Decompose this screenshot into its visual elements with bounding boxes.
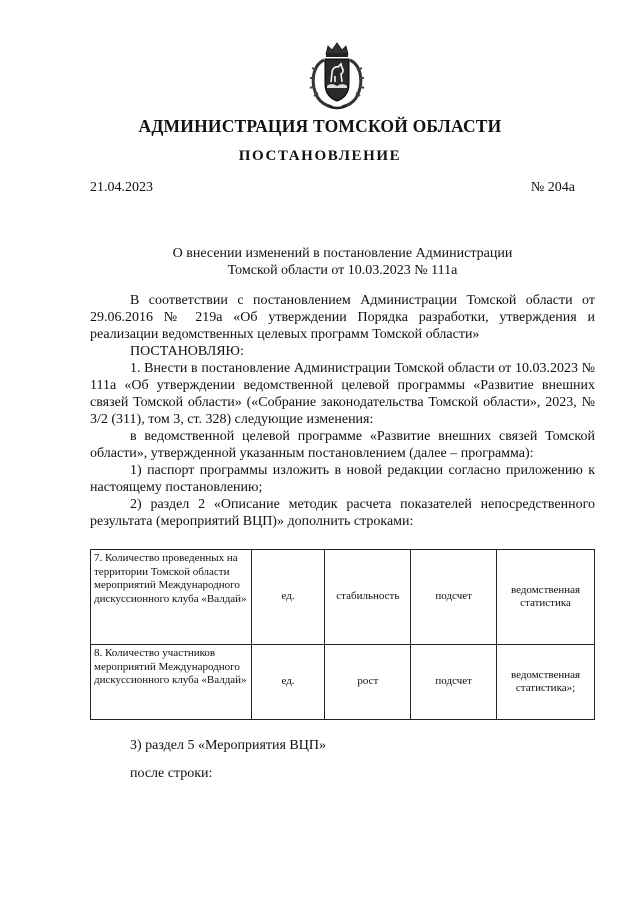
document-subject: [90, 245, 595, 279]
organization-title: АДМИНИСТРАЦИЯ ТОМСКОЙ ОБЛАСТИ: [138, 116, 502, 136]
table-cell: ед.: [251, 550, 325, 645]
resolve-heading: ПОСТАНОВЛЯЮ:: [130, 344, 244, 359]
table-cell: стабильность: [325, 550, 411, 645]
body-paragraph: 2) раздел 2 «Описание методик расчета показателей непосредственного результата (мероприятий ВЦП)» дополнить строками:: [90, 497, 595, 529]
body-paragraph: 1) паспорт программы изложить в новой редакции согласно приложению к настоящему постановлению;: [90, 463, 595, 495]
document-body: [90, 292, 595, 530]
table-row: [91, 550, 595, 645]
table-row: [91, 645, 595, 720]
document-date: 21.04.2023: [90, 180, 153, 195]
table-cell: ведомственная статистика»;: [497, 645, 595, 720]
coat-of-arms-icon: [306, 40, 368, 112]
table-cell: подсчет: [411, 645, 497, 720]
document-type: ПОСТАНОВЛЕНИЕ: [238, 148, 402, 164]
subject-line: О внесении изменений в постановление Администрации: [172, 246, 513, 261]
table-cell: ед.: [251, 645, 325, 720]
body-paragraph: 1. Внести в постановление Администрации Томской области от 10.03.2023 № 111а «Об утверждении ведомственной целевой программы «Развитие внешних связей Томской области» («Собрание законодательства Томской области», 2023, № 3/2 (311), том 3, ст. 328) следующие изменения:: [90, 361, 595, 427]
table-cell: 7. Количество проведенных на территории Томской области мероприятий Международного дискуссионного клуба «Валдай»: [91, 550, 252, 645]
table-cell: 8. Количество участников мероприятий Международного дискуссионного клуба «Валдай»: [91, 645, 252, 720]
subject-line: Томской области от 10.03.2023 № 111а: [227, 263, 458, 278]
document-number: № 204а: [530, 180, 575, 195]
table-cell: подсчет: [411, 550, 497, 645]
body-paragraph: 3) раздел 5 «Мероприятия ВЦП»: [130, 738, 326, 753]
body-paragraph: после строки:: [130, 766, 213, 781]
table-cell: рост: [325, 645, 411, 720]
table-cell: ведомственная статистика: [497, 550, 595, 645]
indicators-table: [90, 549, 595, 720]
body-paragraph: в ведомственной целевой программе «Развитие внешних связей Томской области», утвержденной указанным постановлением (далее – программа):: [90, 429, 595, 461]
preamble-paragraph: В соответствии с постановлением Администрации Томской области от 29.06.2016 № 219а «Об утверждении Порядка разработки, утверждения и реализации ведомственных целевых программ Томской области»: [90, 293, 595, 342]
